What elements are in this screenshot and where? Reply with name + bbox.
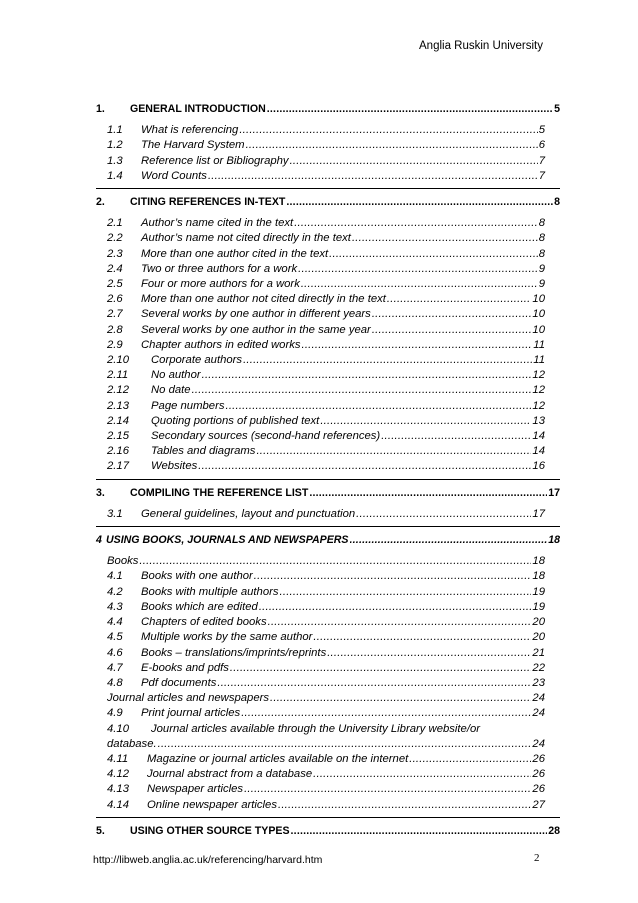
toc-entry: [96, 824, 560, 839]
toc-entry-title: Books – translations/imprints/reprints: [141, 646, 327, 659]
toc-leader-dots: [302, 338, 533, 353]
toc-entry: [96, 216, 545, 231]
toc-entry-number: 4.8: [107, 676, 123, 689]
toc-entry-page: 19: [532, 585, 545, 598]
toc-entry-title: Reference list or Bibliography: [141, 154, 289, 167]
toc-entry: [96, 444, 545, 459]
toc-entry-title: What is referencing: [141, 124, 239, 137]
toc-entry-page: 12: [532, 384, 545, 397]
toc-entry-page: 10: [532, 323, 545, 336]
toc-leader-dots: [294, 216, 538, 231]
toc-entry-page: 26: [532, 752, 545, 765]
toc-leader-dots: [270, 691, 531, 706]
toc-entry-page: 11: [533, 338, 545, 351]
toc-entry-title: Websites: [151, 460, 198, 473]
toc-entry-title: No date: [151, 384, 191, 397]
toc-entry-number: 1.4: [107, 169, 123, 182]
toc-entry-page: 14: [532, 445, 545, 458]
section-divider: [96, 526, 560, 527]
footer-page-number: 2: [534, 852, 540, 864]
toc-entry: [96, 691, 545, 706]
toc-leader-dots: [244, 782, 531, 797]
toc-leader-dots: [387, 292, 532, 307]
toc-entry-number: 4.10: [107, 722, 129, 735]
toc-entry-number: 2.14: [107, 414, 129, 427]
toc-leader-dots: [278, 798, 531, 813]
toc-entry-title: Newspaper articles: [147, 783, 244, 796]
toc-entry-number: 2.: [96, 196, 105, 209]
toc-entry-page: 17: [548, 486, 560, 499]
toc-entry-page: 8: [538, 217, 545, 230]
toc-entry-number: 4.6: [107, 646, 123, 659]
toc-entry: [96, 169, 545, 184]
toc-leader-dots: [259, 600, 532, 615]
toc-entry-number: 2.6: [107, 293, 123, 306]
toc-entry: [96, 429, 545, 444]
toc-entry-title: Books: [107, 555, 139, 568]
toc-entry-page: 8: [538, 247, 545, 260]
toc-leader-dots: [230, 661, 532, 676]
toc-entry-page: 17: [532, 507, 545, 520]
toc-leader-dots: [256, 444, 531, 459]
toc-entry-title: Word Counts: [141, 169, 207, 182]
toc-entry: [96, 195, 560, 210]
toc-leader-dots: [139, 554, 531, 569]
toc-entry-title: The Harvard System: [141, 139, 245, 152]
toc-entry: [96, 307, 545, 322]
toc-leader-dots: [356, 507, 531, 522]
toc-entry: [96, 231, 545, 246]
toc-entry-number: 4.1: [107, 570, 123, 583]
toc-entry-title: Journal articles and newspapers: [107, 692, 270, 705]
toc-entry-number: 2.16: [107, 445, 129, 458]
toc-leader-dots: [202, 368, 532, 383]
toc-leader-dots: [290, 154, 538, 169]
toc-entry-page: 5: [538, 124, 545, 137]
toc-leader-dots: [225, 399, 531, 414]
toc-entry-page: 18: [548, 534, 560, 547]
toc-entry: [96, 368, 545, 383]
toc-entry-page: 24: [532, 737, 545, 750]
toc-entry-title: Magazine or journal articles available on the internet: [147, 752, 409, 765]
toc-entry-page: 12: [532, 399, 545, 412]
toc-entry-title: Online newspaper articles: [147, 798, 277, 811]
toc-leader-dots: [243, 353, 532, 368]
toc-entry-number: 4.9: [107, 707, 123, 720]
toc-entry: [96, 262, 545, 277]
toc-entry-number: 1.2: [107, 139, 123, 152]
toc-entry-number: 4.2: [107, 585, 123, 598]
toc-entry-page: 7: [538, 154, 545, 167]
toc-entry-page: 18: [532, 555, 545, 568]
toc-leader-dots: [198, 459, 531, 474]
toc-leader-dots: [246, 138, 538, 153]
toc-entry-number: 4.14: [107, 798, 129, 811]
toc-entry: [96, 737, 545, 752]
toc-entry-number: 1.3: [107, 154, 123, 167]
toc-entry: [96, 138, 545, 153]
toc-entry-title: Tables and diagrams: [151, 445, 256, 458]
toc-entry-number: 2.10: [107, 354, 129, 367]
toc-entry-page: 9: [538, 262, 545, 275]
toc-leader-dots: [372, 307, 532, 322]
toc-entry-title: GENERAL INTRODUCTION: [130, 103, 266, 115]
toc-entry-title: More than one author not cited directly in the text: [141, 293, 386, 306]
toc-entry-number: 4.5: [107, 631, 123, 644]
toc-entry-title: CITING REFERENCES IN-TEXT: [130, 196, 286, 209]
toc-entry-title: Two or three authors for a work: [141, 262, 298, 275]
toc-entry: [96, 752, 545, 767]
toc-entry-number: 4.7: [107, 661, 123, 674]
toc-entry-title: Chapter authors in edited works: [141, 338, 301, 351]
toc-entry: [96, 722, 545, 737]
toc-entry-page: 8: [554, 196, 560, 209]
toc-entry-title: Books with one author: [141, 570, 253, 583]
toc-leader-dots: [309, 486, 547, 501]
toc-entry-page: 20: [532, 631, 545, 644]
toc-entry-page: 13: [532, 414, 545, 427]
toc-entry-page: 19: [532, 600, 545, 613]
toc-entry-title: Quoting portions of published text: [151, 414, 320, 427]
toc-entry-title: Page numbers: [151, 399, 225, 412]
toc-leader-dots: [313, 630, 531, 645]
toc-leader-dots: [158, 737, 532, 752]
toc-entry-number: 2.7: [107, 308, 123, 321]
toc-entry-number: 2.15: [107, 430, 129, 443]
toc-entry: [96, 459, 545, 474]
toc-entry: [96, 323, 545, 338]
toc-leader-dots: [241, 706, 531, 721]
toc-entry: [96, 798, 545, 813]
toc-entry-number: 4.3: [107, 600, 123, 613]
toc-leader-dots: [320, 414, 531, 429]
toc-leader-dots: [372, 323, 532, 338]
toc-entry: [96, 383, 545, 398]
toc-entry-page: 10: [532, 308, 545, 321]
toc-entry-page: 7: [538, 169, 545, 182]
toc-leader-dots: [329, 247, 538, 262]
toc-entry-title: Books with multiple authors: [141, 585, 279, 598]
toc-entry-page: 20: [532, 616, 545, 629]
toc-leader-dots: [381, 429, 531, 444]
toc-entry-number: 2.4: [107, 262, 123, 275]
toc-entry-title: More than one author cited in the text: [141, 247, 329, 260]
toc-entry-number: 4: [96, 534, 102, 547]
toc-entry-page: 6: [538, 139, 545, 152]
section-divider: [96, 479, 560, 480]
toc-leader-dots: [352, 231, 538, 246]
toc-entry-title: Secondary sources (second-hand references): [151, 430, 381, 443]
toc-entry: [96, 661, 545, 676]
toc-entry: [96, 646, 545, 661]
toc-entry-page: 24: [532, 707, 545, 720]
toc-leader-dots: [291, 824, 548, 839]
toc-leader-dots: [268, 615, 532, 630]
toc-entry: [96, 767, 545, 782]
toc-entry: [96, 277, 545, 292]
toc-entry-page: 28: [548, 824, 560, 837]
toc-entry: [96, 102, 560, 117]
toc-entry-title: E-books and pdfs: [141, 661, 229, 674]
toc-entry-page: 11: [533, 354, 545, 367]
toc-entry: [96, 676, 545, 691]
toc-leader-dots: [280, 585, 532, 600]
toc-entry-title: Pdf documents: [141, 676, 217, 689]
toc-leader-dots: [327, 646, 531, 661]
toc-entry: [96, 123, 545, 138]
toc-entry-page: 9: [538, 278, 545, 291]
toc-entry-page: 24: [532, 692, 545, 705]
toc-entry-title: Corporate authors: [151, 354, 243, 367]
toc-entry: [96, 569, 545, 584]
toc-entry-number: 1.1: [107, 124, 123, 137]
toc-leader-dots: [192, 383, 532, 398]
toc-entry-number: 2.13: [107, 399, 129, 412]
toc-leader-dots: [208, 169, 538, 184]
toc-entry: [96, 706, 545, 721]
toc-entry-title: No author: [151, 369, 201, 382]
toc-leader-dots: [239, 123, 537, 138]
toc-entry-page: 26: [532, 783, 545, 796]
toc-entry-page: 10: [532, 293, 545, 306]
toc-entry-page: 22: [532, 661, 545, 674]
toc-entry: [96, 338, 545, 353]
toc-entry-number: 3.1: [107, 507, 123, 520]
toc-entry-page: 5: [554, 103, 560, 115]
toc-entry-number: 4.13: [107, 783, 129, 796]
toc-entry: [96, 154, 545, 169]
toc-entry-title: Several works by one author in the same year: [141, 323, 371, 336]
toc-leader-dots: [350, 533, 548, 548]
toc-entry: [96, 585, 545, 600]
toc-entry-page: 14: [532, 430, 545, 443]
toc-entry-title: General guidelines, layout and punctuation: [141, 507, 356, 520]
toc-entry-page: 23: [532, 676, 545, 689]
footer-url: http://libweb.anglia.ac.uk/referencing/harvard.htm: [93, 854, 323, 866]
toc-entry-page: 21: [532, 646, 545, 659]
toc-entry-number: 3.: [96, 486, 105, 499]
toc-entry-title: database.: [107, 737, 157, 750]
toc-entry: [96, 782, 545, 797]
toc-entry: [96, 247, 545, 262]
toc-leader-dots: [217, 676, 531, 691]
toc-entry-title: USING BOOKS, JOURNALS AND NEWSPAPERS: [106, 534, 349, 547]
toc-entry: [96, 554, 545, 569]
toc-leader-dots: [301, 277, 538, 292]
toc-entry-number: 2.17: [107, 460, 129, 473]
toc-entry: [96, 399, 545, 414]
toc-entry-page: 26: [532, 768, 545, 781]
toc-entry-title: Author’s name not cited directly in the text: [141, 232, 351, 245]
toc-entry: [96, 615, 545, 630]
toc-entry-title: Books which are edited: [141, 600, 258, 613]
toc-leader-dots: [286, 195, 553, 210]
toc-entry: [96, 353, 545, 368]
toc-entry-number: 2.2: [107, 232, 123, 245]
toc-entry-page: 12: [532, 369, 545, 382]
toc-entry: [96, 507, 545, 522]
toc-entry-number: 4.4: [107, 616, 123, 629]
toc-leader-dots: [409, 752, 531, 767]
toc-entry-number: 1.: [96, 103, 105, 115]
toc-entry-number: 4.11: [107, 752, 129, 765]
table-of-contents: [96, 100, 560, 839]
toc-entry: [96, 533, 560, 548]
toc-entry-title: COMPILING THE REFERENCE LIST: [130, 486, 309, 499]
toc-entry: [96, 292, 545, 307]
toc-entry: [96, 414, 545, 429]
toc-entry-number: 2.11: [107, 369, 129, 382]
toc-entry-title: Four or more authors for a work: [141, 278, 300, 291]
toc-leader-dots: [313, 767, 531, 782]
page-header: Anglia Ruskin University: [419, 40, 543, 52]
toc-entry-title: Journal abstract from a database: [147, 768, 313, 781]
toc-entry: [96, 600, 545, 615]
toc-entry-number: 2.8: [107, 323, 123, 336]
toc-leader-dots: [298, 262, 538, 277]
toc-entry-title: USING OTHER SOURCE TYPES: [130, 824, 290, 837]
toc-entry-title: Multiple works by the same author: [141, 631, 313, 644]
toc-entry-number: 5.: [96, 824, 105, 837]
toc-entry-number: 4.12: [107, 768, 129, 781]
toc-entry-title: Chapters of edited books: [141, 616, 267, 629]
toc-entry-number: 2.12: [107, 384, 129, 397]
toc-entry-number: 2.5: [107, 278, 123, 291]
toc-entry-title: Author’s name cited in the text: [141, 217, 294, 230]
toc-entry-number: 2.9: [107, 338, 123, 351]
toc-leader-dots: [267, 102, 553, 117]
toc-leader-dots: [254, 569, 532, 584]
toc-entry-title: Several works by one author in different years: [141, 308, 371, 321]
section-divider: [96, 188, 560, 189]
toc-entry-page: 27: [532, 798, 545, 811]
section-divider: [96, 817, 560, 818]
toc-entry: [96, 486, 560, 501]
toc-entry-page: 16: [532, 460, 545, 473]
toc-entry-page: 8: [538, 232, 545, 245]
toc-entry-title: Print journal articles: [141, 707, 241, 720]
toc-entry: [96, 630, 545, 645]
toc-entry-number: 2.3: [107, 247, 123, 260]
toc-entry-title: Journal articles available through the University Library website/or: [151, 722, 481, 735]
toc-entry-page: 18: [532, 570, 545, 583]
toc-entry-number: 2.1: [107, 217, 123, 230]
